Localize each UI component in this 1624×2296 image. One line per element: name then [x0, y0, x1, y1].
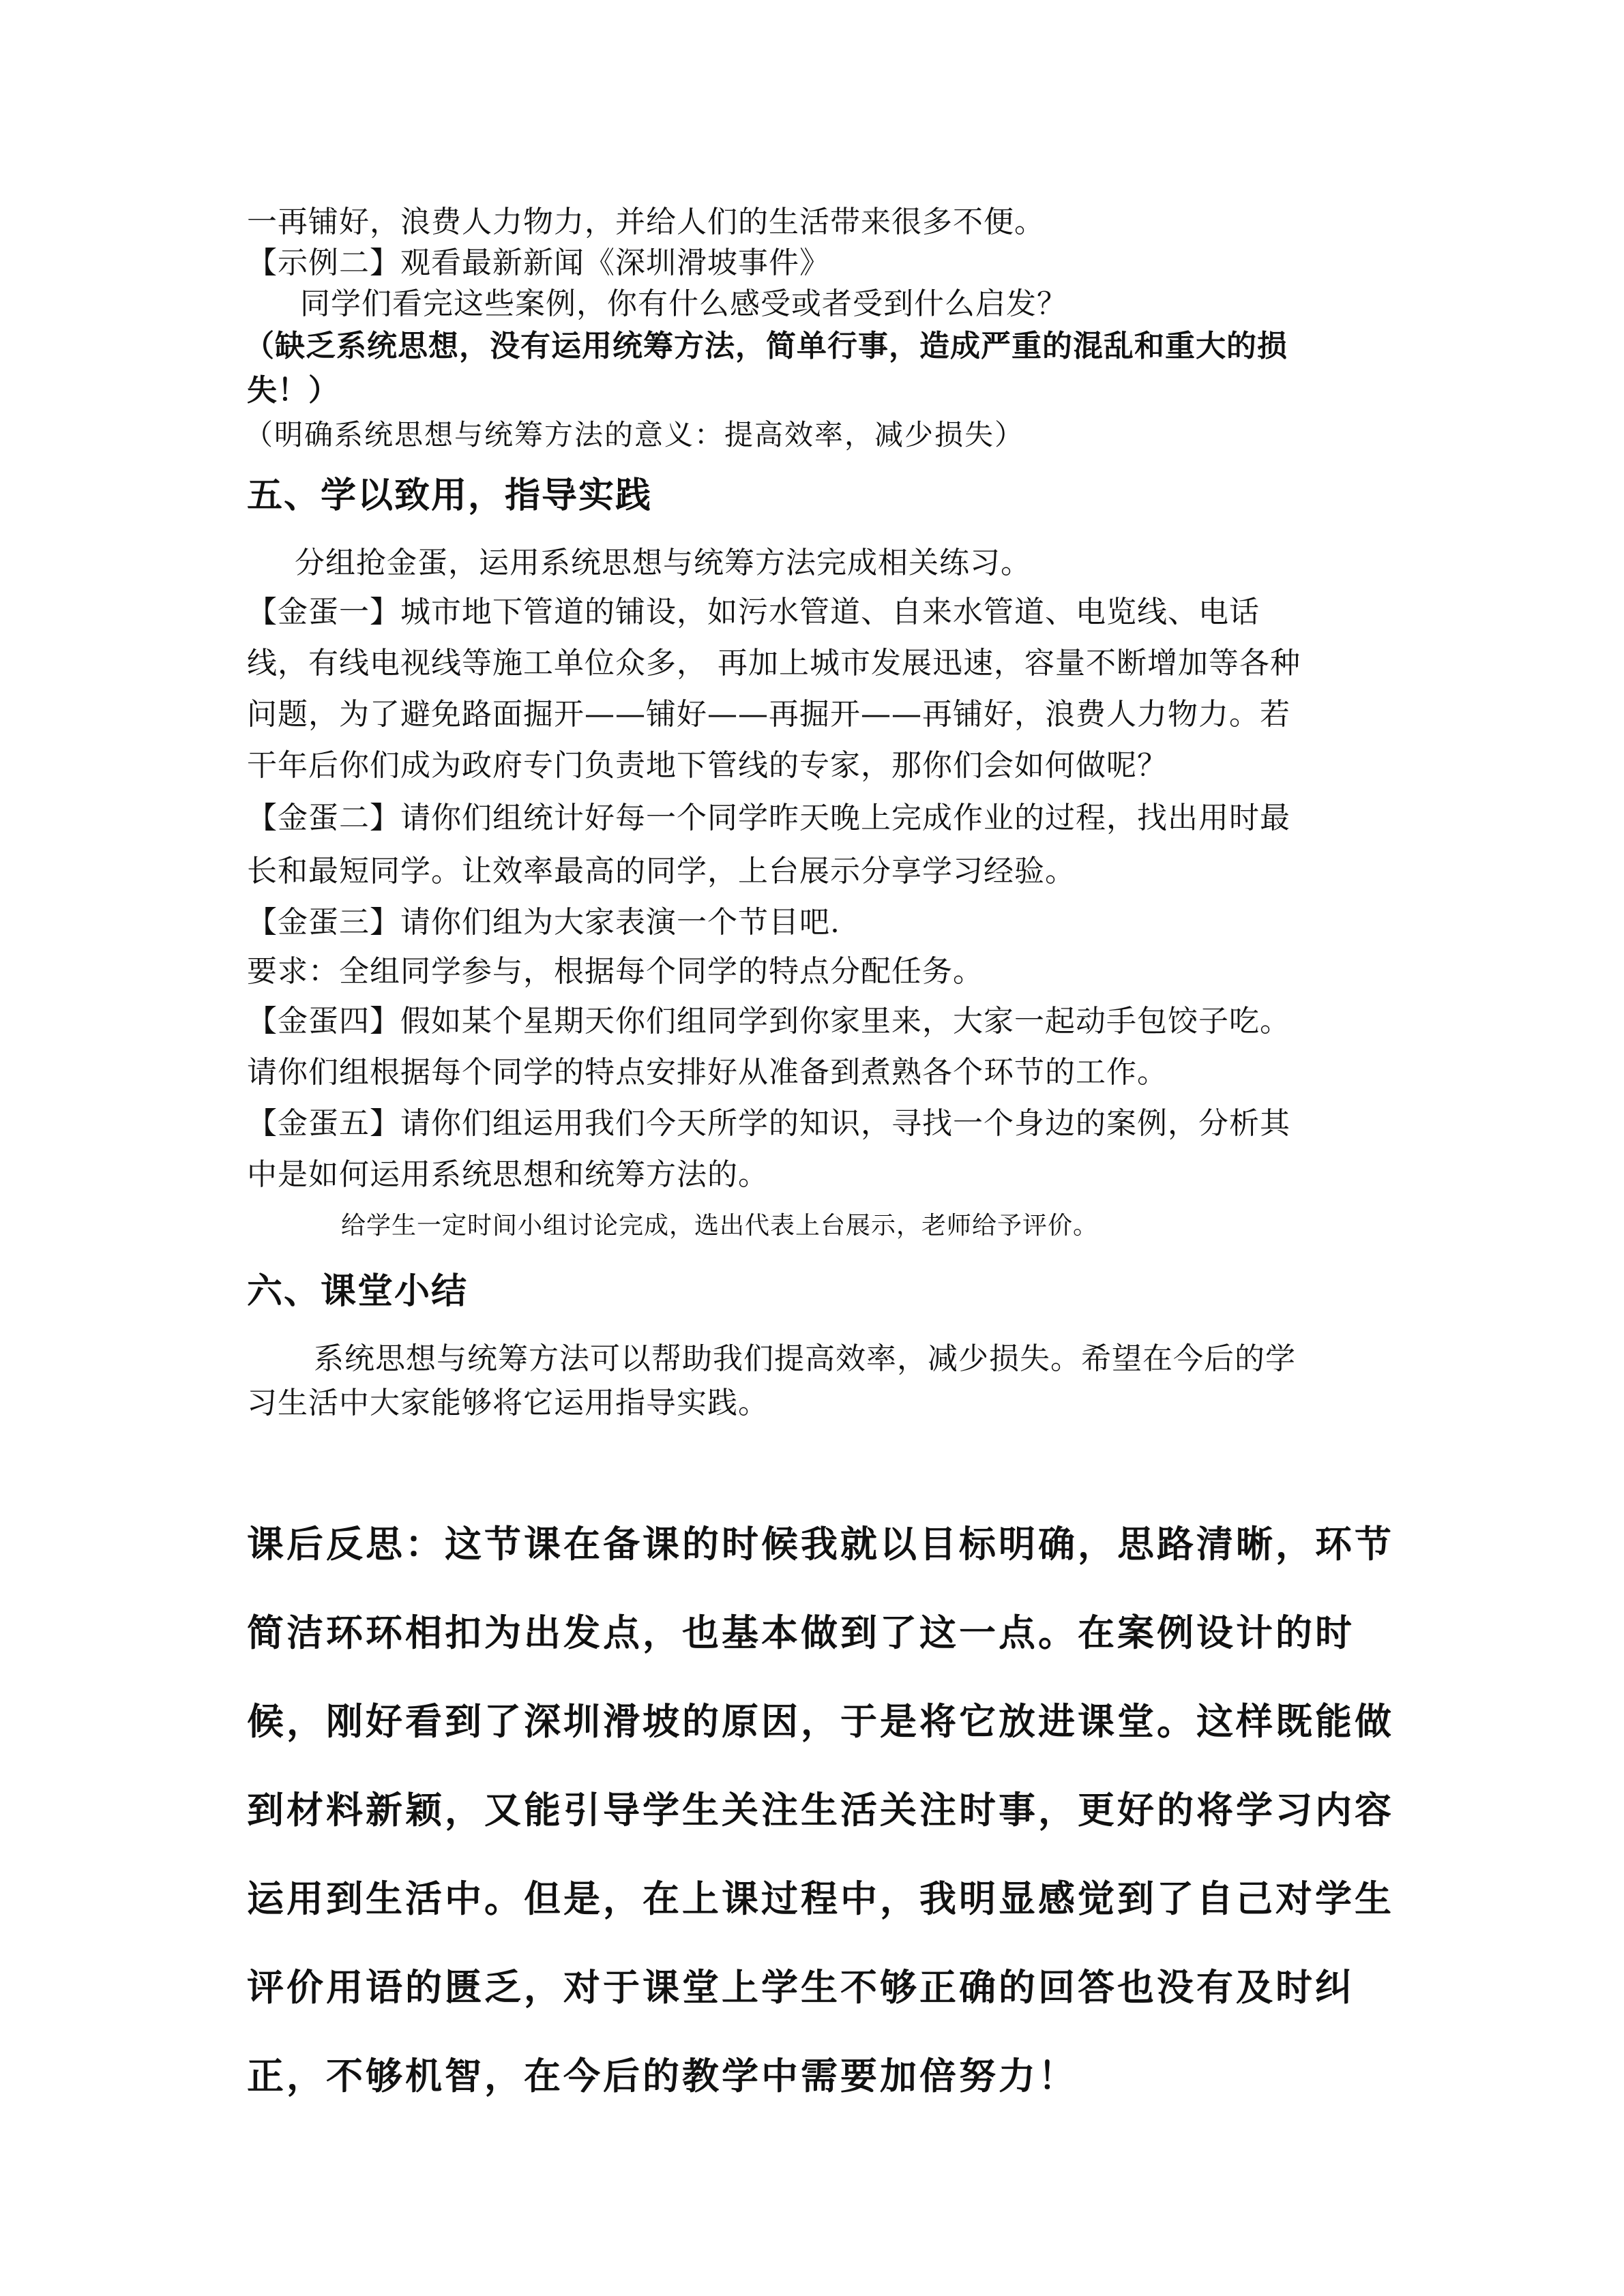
instruction-note: 给学生一定时间小组讨论完成，选出代表上台展示，老师给予评价。: [341, 1212, 1099, 1240]
answer-line-bold: （缺乏系统思想，没有运用统筹方法，简单行事，造成严重的混乱和重大的损: [244, 329, 1288, 363]
reflection-line: 简洁环环相扣为出发点，也基本做到了这一点。在案例设计的时: [247, 1611, 1355, 1654]
summary-line-cont: 习生活中大家能够将它运用指导实践。: [247, 1386, 769, 1420]
answer-line-bold-cont: 失！）: [247, 373, 339, 408]
requirement-line: 要求：全组同学参与，根据每个同学的特点分配任务。: [247, 954, 984, 989]
text-line: 干年后你们成为政府专门负责地下管线的专家，那你们会如何做呢？: [247, 748, 1168, 783]
reflection-line: 运用到生活中。但是，在上课过程中，我明显感觉到了自己对学生: [247, 1877, 1394, 1920]
reflection-line: 评价用语的匮乏，对于课堂上学生不够正确的回答也没有及时纠: [247, 1966, 1355, 2009]
golden-egg-1: 【金蛋一】城市地下管道的铺设，如污水管道、自来水管道、电览线、电话: [247, 595, 1260, 629]
section-heading-5: 五、学以致用，指导实践: [247, 475, 653, 516]
text-line: 请你们组根据每个同学的特点安排好从准备到煮熟各个环节的工作。: [247, 1055, 1168, 1090]
question-line: 同学们看完这些案例，你有什么感受或者受到什么启发？: [300, 286, 1067, 321]
reflection-line: 课后反思：这节课在备课的时候我就以目标明确，思路清晰，环节: [247, 1523, 1394, 1566]
text-line: 长和最短同学。让效率最高的同学，上台展示分享学习经验。: [247, 854, 1076, 889]
text-line: 分组抢金蛋，运用系统思想与统筹方法完成相关练习。: [295, 546, 1031, 580]
text-line: 中是如何运用系统思想和统筹方法的。: [247, 1157, 769, 1192]
reflection-line: 候，刚好看到了深圳滑坡的原因，于是将它放进课堂。这样既能做: [247, 1700, 1394, 1743]
golden-egg-5: 【金蛋五】请你们组运用我们今天所学的知识，寻找一个身边的案例，分析其: [247, 1106, 1290, 1141]
meaning-note: （明确系统思想与统筹方法的意义：提高效率，减少损失）: [244, 418, 1025, 451]
reflection-line: 正，不够机智，在今后的教学中需要加倍努力！: [247, 2055, 1078, 2098]
example-two-line: 【示例二】观看最新新闻《深圳滑坡事件》: [247, 245, 830, 280]
golden-egg-3: 【金蛋三】请你们组为大家表演一个节目吧.: [247, 905, 840, 940]
text-line: 一再铺好，浪费人力物力，并给人们的生活带来很多不便。: [247, 205, 1045, 239]
golden-egg-4: 【金蛋四】假如某个星期天你们组同学到你家里来，大家一起动手包饺子吃。: [247, 1004, 1290, 1039]
section-heading-6: 六、课堂小结: [247, 1271, 469, 1312]
summary-line: 系统思想与统筹方法可以帮助我们提高效率，减少损失。希望在今后的学: [314, 1341, 1296, 1376]
reflection-line: 到材料新颖，又能引导学生关注生活关注时事，更好的将学习内容: [247, 1789, 1394, 1832]
text-line: 问题，为了避免路面掘开——铺好——再掘开——再铺好，浪费人力物力。若: [247, 697, 1290, 732]
golden-egg-2: 【金蛋二】请你们组统计好每一个同学昨天晚上完成作业的过程，找出用时最: [247, 801, 1290, 835]
text-line: 线，有线电视线等施工单位众多， 再加上城市发展迅速，容量不断增加等各种: [247, 646, 1301, 681]
